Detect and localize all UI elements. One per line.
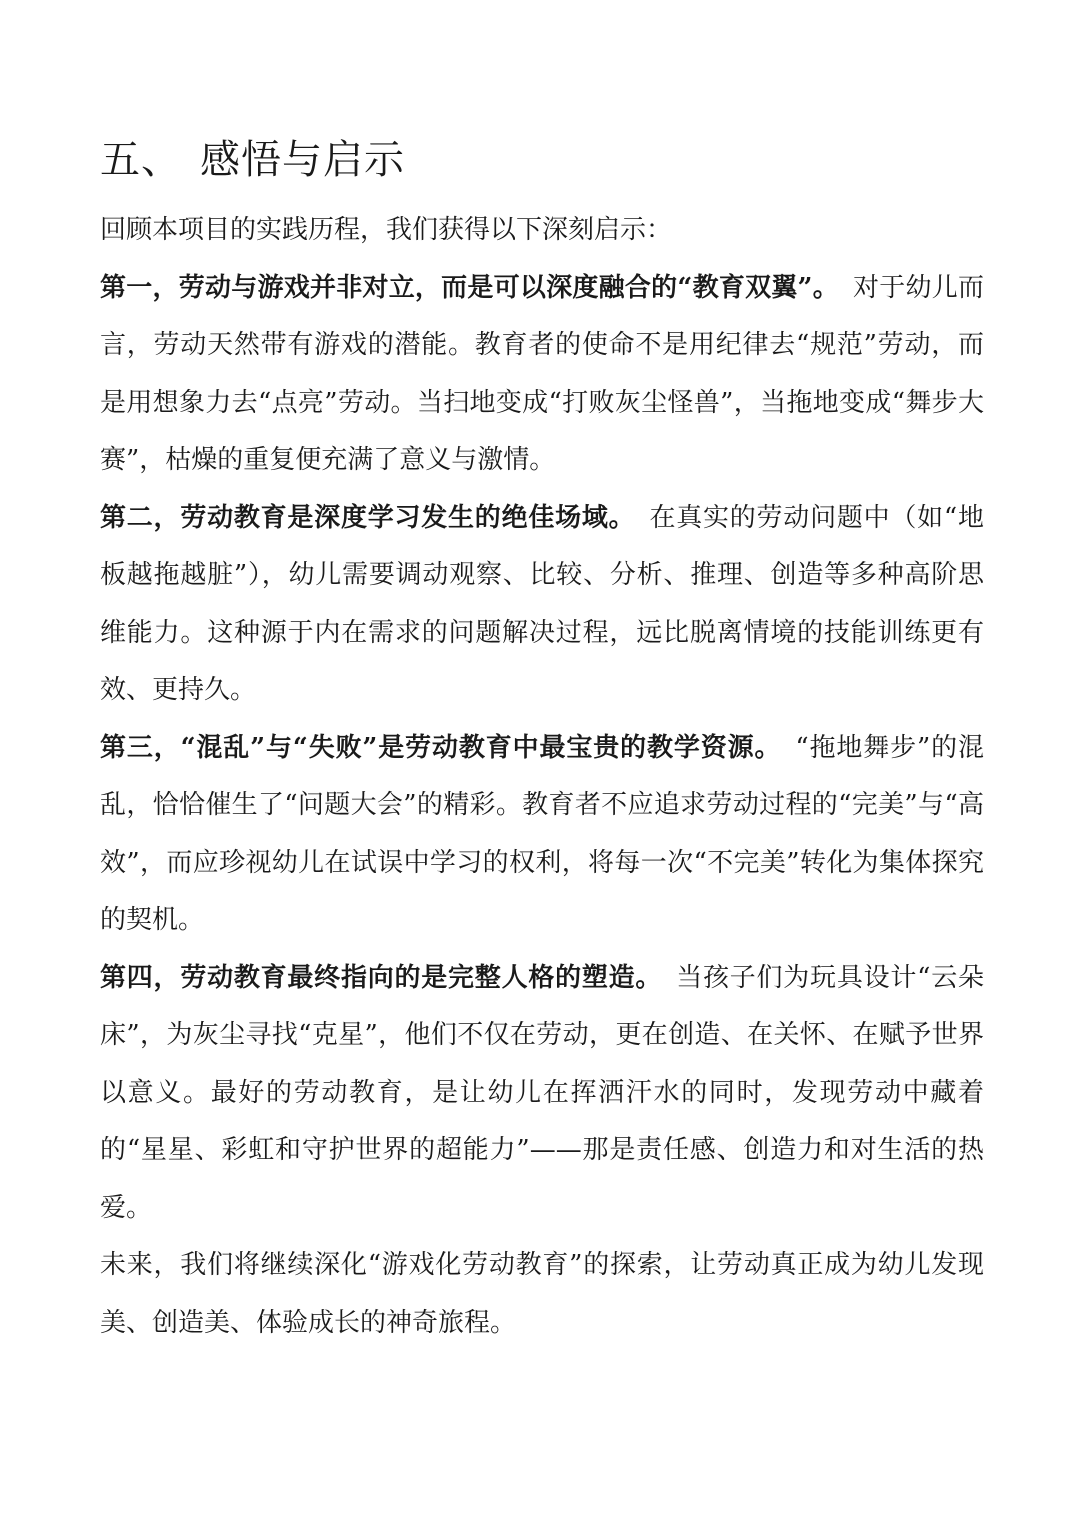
intro-paragraph: 回顾本项目的实践历程，我们获得以下深刻启示： bbox=[100, 215, 673, 245]
insight-paragraph-1 bbox=[100, 260, 984, 490]
insight-paragraph-3 bbox=[100, 720, 984, 950]
insight-body-3: “拖地舞步”的混乱，恰恰催生了“问题大会”的精彩。教育者不应追求劳动过程的“完美”与“高效”，而应珍视幼儿在试误中学习的权利，将每一次“不完美”转化为集体探究的契机。 bbox=[100, 732, 984, 935]
section-title: 感悟与启示 bbox=[200, 137, 405, 183]
insight-lead-1: 第一，劳动与游戏并非对立，而是可以深度融合的“教育双翼”。 bbox=[100, 272, 839, 303]
insight-paragraph-4 bbox=[100, 950, 984, 1238]
section-number: 五、 bbox=[100, 137, 182, 183]
insight-paragraph-2 bbox=[100, 490, 984, 720]
section-heading bbox=[100, 130, 984, 190]
insight-lead-3: 第三，“混乱”与“失败”是劳动教育中最宝贵的教学资源。 bbox=[100, 732, 782, 763]
insight-body-4: 当孩子们为玩具设计“云朵床”，为灰尘寻找“克星”，他们不仅在劳动，更在创造、在关怀、在赋予世界以意义。最好的劳动教育，是让幼儿在挥洒汗水的同时，发现劳动中藏着的“星星、彩虹和守护世界的超能力”——那是责任感、创造力和对生活的热爱。 bbox=[100, 962, 984, 1223]
closing-paragraph: 未来，我们将继续深化“游戏化劳动教育”的探索，让劳动真正成为幼儿发现美、创造美、体验成长的神奇旅程。 bbox=[100, 1250, 984, 1338]
insight-body-2: 在真实的劳动问题中（如“地板越拖越脏”），幼儿需要调动观察、比较、分析、推理、创造等多种高阶思维能力。这种源于内在需求的问题解决过程，远比脱离情境的技能训练更有效、更持久。 bbox=[100, 502, 984, 705]
insight-lead-2: 第二，劳动教育是深度学习发生的绝佳场域。 bbox=[100, 502, 636, 533]
insight-body-1: 对于幼儿而言，劳动天然带有游戏的潜能。教育者的使命不是用纪律去“规范”劳动，而是用想象力去“点亮”劳动。当扫地变成“打败灰尘怪兽”，当拖地变成“舞步大赛”，枯燥的重复便充满了意义与激情。 bbox=[100, 272, 984, 475]
document-content bbox=[100, 130, 984, 1352]
insight-lead-4: 第四，劳动教育最终指向的是完整人格的塑造。 bbox=[100, 962, 663, 993]
